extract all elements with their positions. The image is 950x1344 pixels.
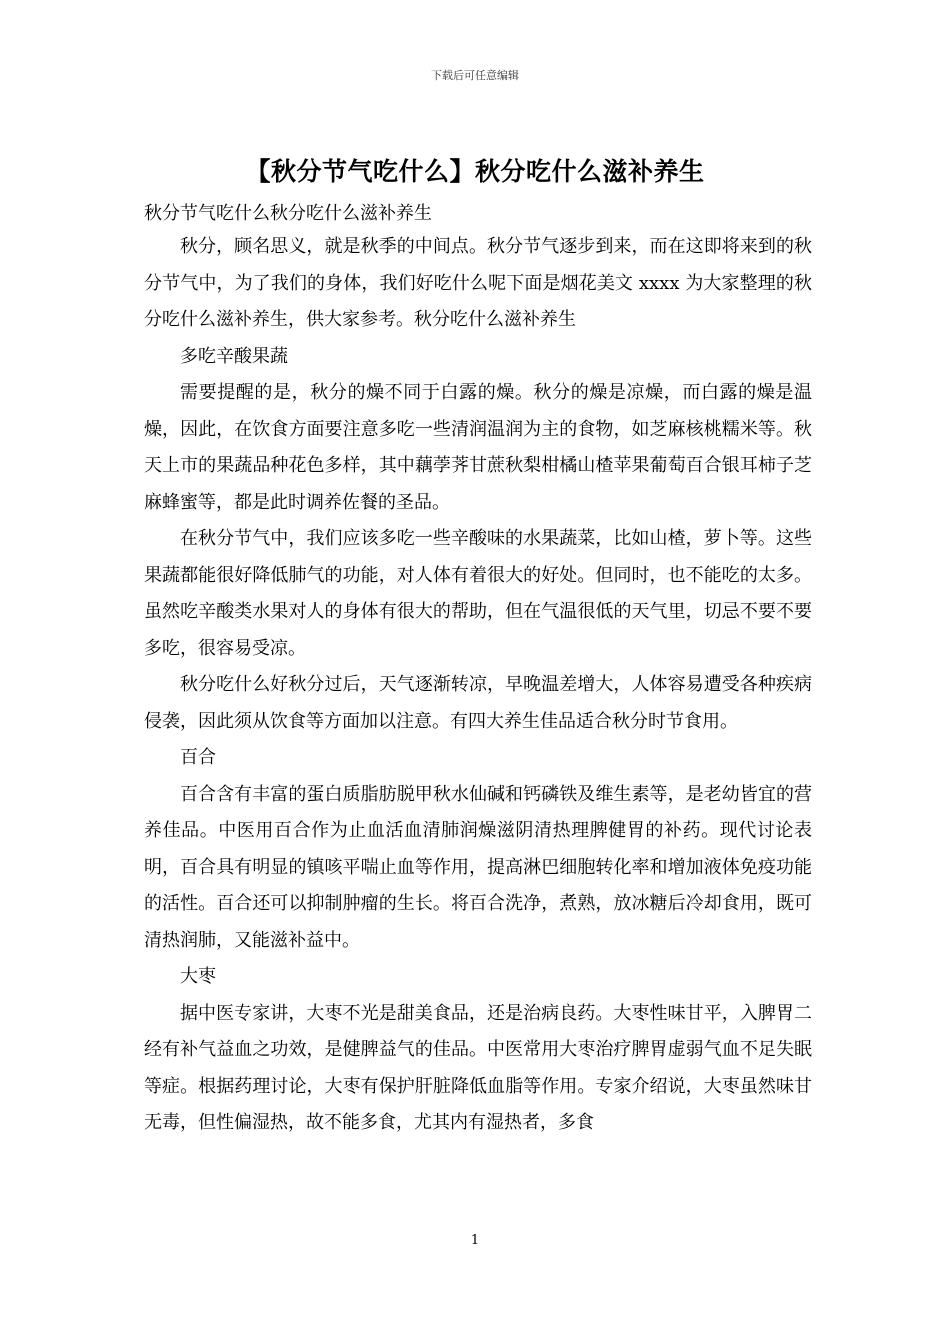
page-header-note: 下载后可任意编辑 bbox=[431, 69, 519, 82]
paragraph-jujube: 据中医专家讲，大枣不光是甜美食品，还是治病良药。大枣性味甘平，入脾胃二经有补气益血之功效，是健脾益气的佳品。中医常用大枣治疗脾胃虚弱气血不足失眠等症。根据药理讨论，大枣有保护肝脏降低血脂等作用。专家介绍说，大枣虽然味甘无毒，但性偏湿热，故不能多食，尤其内有湿热者，多食 bbox=[144, 1002, 812, 1133]
document-title: 【秋分节气吃什么】秋分吃什么滋补养生 bbox=[245, 157, 705, 186]
paragraph-autumn-dryness: 需要提醒的是，秋分的燥不同于白露的燥。秋分的燥是凉燥，而白露的燥是温燥，因此，在饮食方面要注意多吃一些清润温润为主的食物，如芝麻核桃糯米等。秋天上市的果蔬品种花色多样，其中藕荸荠甘蔗秋梨柑橘山楂苹果葡萄百合银耳柿子芝麻蜂蜜等，都是此时调养佐餐的圣品。 bbox=[144, 382, 812, 513]
page-number: 1 bbox=[470, 1233, 480, 1248]
paragraph-lily: 百合含有丰富的蛋白质脂肪脱甲秋水仙碱和钙磷铁及维生素等，是老幼皆宜的营养佳品。中医用百合作为止血活血清肺润燥滋阴清热理脾健胃的补药。现代讨论表明，百合具有明显的镇咳平喘止血等作用，提高淋巴细胞转化率和增加液体免疫功能的活性。百合还可以抑制肿瘤的生长。将百合洗净，煮熟，放冰糖后冷却食用，既可清热润肺，又能滋补益中。 bbox=[144, 783, 812, 951]
intro-paragraph: 秋分，顾名思义，就是秋季的中间点。秋分节气逐步到来，而在这即将来到的秋分节气中，为了我们的身体，我们好吃什么呢下面是烟花美文 xxxx 为大家整理的秋分吃什么滋补养生，供大家参考。秋分吃什么滋补养生 bbox=[144, 236, 812, 330]
document-subtitle: 秋分节气吃什么秋分吃什么滋补养生 bbox=[144, 203, 432, 224]
section-heading-fruits-vegetables: 多吃辛酸果蔬 bbox=[180, 345, 288, 367]
section-heading-jujube: 大枣 bbox=[180, 966, 216, 987]
paragraph-sour-fruits: 在秋分节气中，我们应该多吃一些辛酸味的水果蔬菜，比如山楂，萝卜等。这些果蔬都能很好降低肺气的功能，对人体有着很大的好处。但同时，也不能吃的太多。虽然吃辛酸类水果对人的身体有很大的帮助，但在气温很低的天气里，切忌不要不要多吃，很容易受凉。 bbox=[144, 528, 812, 659]
paragraph-four-foods: 秋分吃什么好秋分过后，天气逐渐转凉，早晚温差增大，人体容易遭受各种疾病侵袭，因此须从饮食等方面加以注意。有四大养生佳品适合秋分时节食用。 bbox=[144, 674, 812, 732]
document-body bbox=[144, 198, 812, 1142]
section-heading-lily: 百合 bbox=[180, 747, 216, 768]
